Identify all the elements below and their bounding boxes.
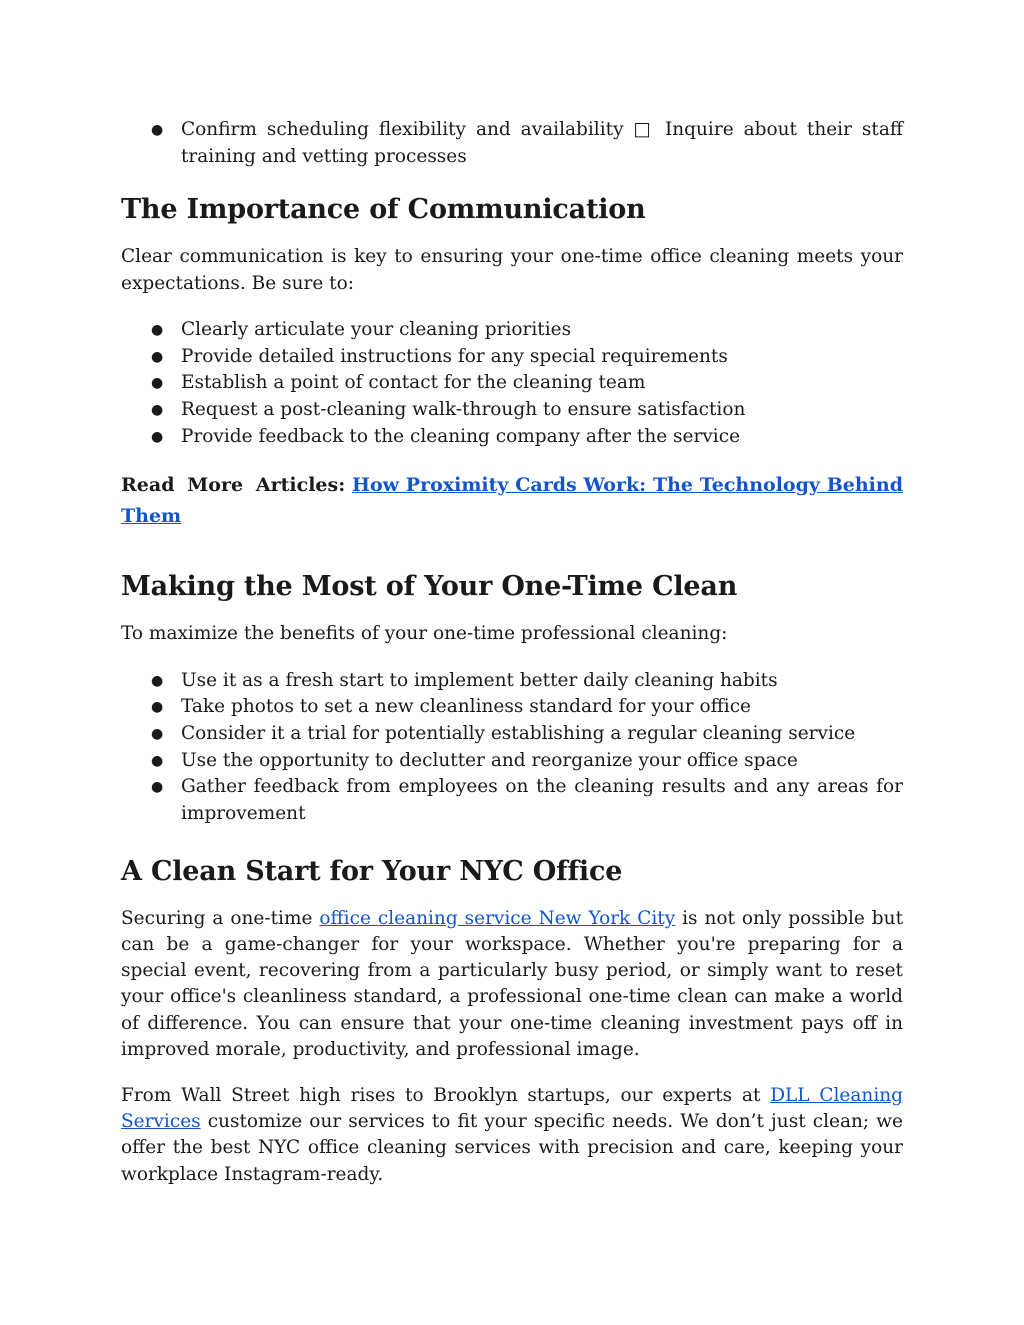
read-more-label: Read More Articles:	[121, 474, 346, 497]
list-item	[121, 344, 903, 371]
paragraph-text: is not only possible but can be a game-changer for your workspace. Whether you're preparing for a special event, recovering from a particularly busy period, or simply want to reset your office's cleanliness standard, a professional one-time clean can make a world of difference. You can ensure that your one-time cleaning investment pays off in improved morale, productivity, and professional image.	[121, 907, 904, 1060]
read-more-line	[121, 470, 903, 532]
list-item-text: Provide feedback to the cleaning company after the service	[181, 425, 741, 447]
list-item	[121, 397, 903, 424]
communication-paragraph: Clear communication is key to ensuring your one-time office cleaning meets your expectations. Be sure to:	[121, 246, 903, 294]
list-item-text: Use it as a fresh start to implement better daily cleaning habits	[181, 669, 778, 691]
list-item	[121, 370, 903, 397]
list-item-text: Clearly articulate your cleaning priorities	[181, 318, 572, 340]
paragraph-text: Securing a one-time	[121, 907, 320, 929]
list-item	[121, 694, 903, 721]
list-item-text: Request a post-cleaning walk-through to ensure satisfaction	[181, 398, 746, 420]
paragraph-text: customize our services to fit your specific needs. We don’t just clean; we offer the best NYC office cleaning services with precision and care, keeping your workplace Instagram-ready.	[121, 1111, 903, 1185]
paragraph-text: From Wall Street high rises to Brooklyn startups, our experts at	[121, 1084, 771, 1106]
read-more-link[interactable]: How Proximity Cards Work: The Technology Behind Them	[121, 474, 903, 528]
list-item-text: Take photos to set a new cleanliness standard for your office	[181, 696, 752, 718]
bullet-icon: ●	[151, 348, 164, 365]
list-item	[121, 317, 903, 344]
list-item-text: Use the opportunity to declutter and reorganize your office space	[181, 749, 798, 771]
intro-list	[121, 117, 903, 170]
list-item	[121, 721, 903, 748]
section-heading-most: Making the Most of Your One-Time Clean	[121, 571, 738, 603]
dll-cleaning-services-link[interactable]: DLL Cleaning Services	[121, 1084, 904, 1133]
list-item-text: Establish a point of contact for the cleaning team	[181, 372, 646, 394]
most-paragraph: To maximize the benefits of your one-time professional cleaning:	[121, 623, 728, 645]
list-item	[121, 774, 903, 827]
list-item	[121, 748, 903, 775]
section-heading-clean-start: A Clean Start for Your NYC Office	[121, 855, 623, 887]
bullet-icon: ●	[151, 699, 164, 716]
list-item-text: Gather feedback from employees on the cleaning results and any areas for improvement	[181, 776, 903, 825]
bullet-icon: ●	[151, 752, 164, 769]
most-list	[121, 668, 903, 828]
list-item-text: Consider it a trial for potentially establishing a regular cleaning service	[181, 722, 856, 744]
bullet-icon: ●	[151, 321, 164, 338]
list-item-text: Confirm scheduling flexibility and availability □ Inquire about their staff training and vetting processes	[181, 119, 903, 167]
bullet-icon: ●	[151, 428, 164, 445]
office-cleaning-nyc-link[interactable]: office cleaning service New York City	[319, 907, 676, 929]
list-item	[121, 424, 903, 451]
clean-start-paragraph-2	[121, 1083, 903, 1188]
bullet-icon: ●	[151, 672, 164, 689]
communication-list	[121, 317, 903, 451]
bullet-icon: ●	[151, 375, 164, 392]
clean-start-paragraph-1	[121, 906, 903, 1063]
bullet-icon: ●	[151, 122, 164, 138]
bullet-icon: ●	[151, 725, 164, 742]
list-item	[121, 668, 903, 695]
list-item	[121, 117, 903, 170]
bullet-icon: ●	[151, 779, 164, 796]
section-heading-communication: The Importance of Communication	[121, 194, 646, 226]
bullet-icon: ●	[151, 401, 164, 418]
list-item-text: Provide detailed instructions for any special requirements	[181, 345, 728, 367]
